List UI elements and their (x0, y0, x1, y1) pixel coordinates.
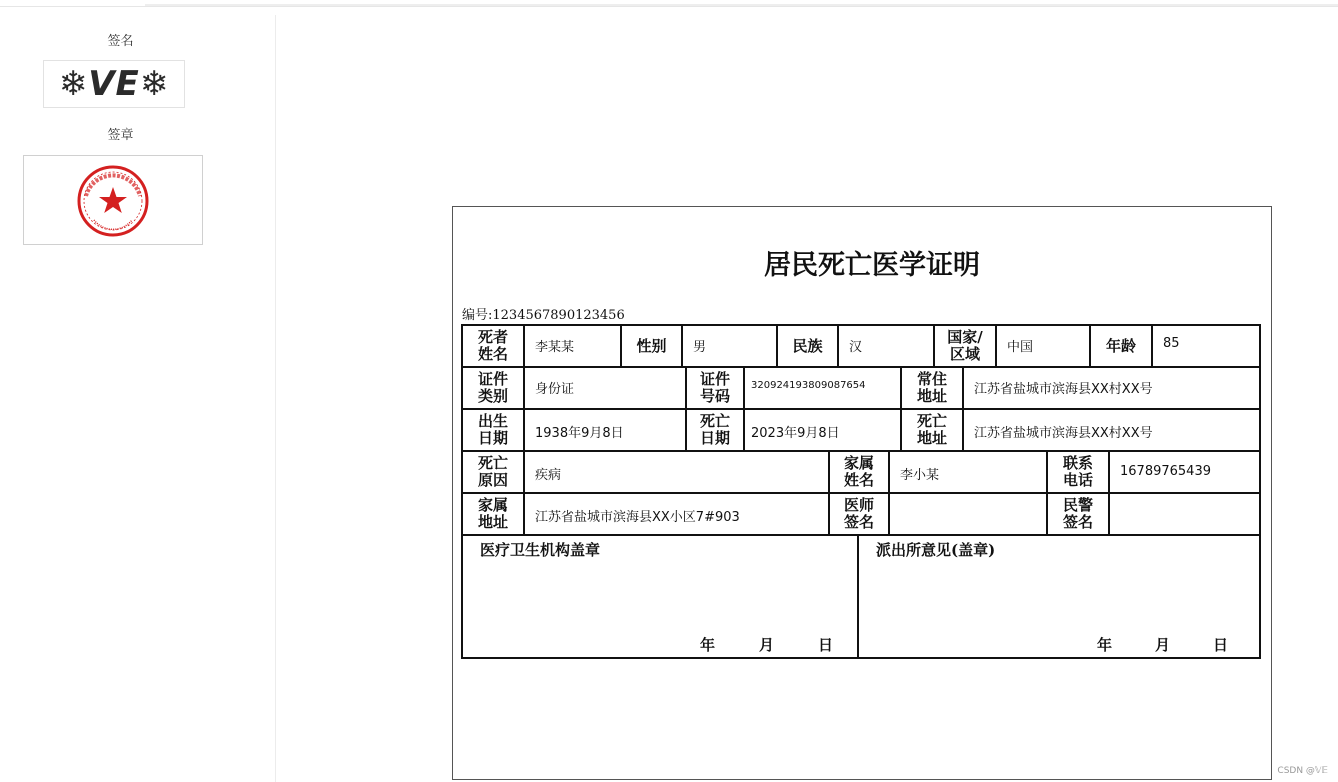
medical-institution-stamp-area[interactable] (463, 536, 857, 657)
phone-field[interactable]: 16789765439 (1108, 452, 1259, 492)
deceased-name-field[interactable]: 李某某 (523, 326, 620, 366)
id-type-field[interactable]: 身份证 (523, 368, 685, 408)
seal-image (24, 156, 202, 244)
form-row-1 (463, 326, 1259, 368)
police-day-label: 日 (1213, 636, 1229, 654)
birth-date-label: 出生 日期 (477, 412, 508, 447)
form-row-4 (463, 452, 1259, 494)
country-label: 国家/ 区域 (933, 326, 995, 366)
serial-number: 编号:1234567890123456 (462, 308, 625, 323)
form-row-3 (463, 410, 1259, 452)
id-number-label: 证件 号码 (685, 368, 743, 408)
id-type-label: 证件 类别 (477, 370, 508, 405)
medical-stamp-title: 医疗卫生机构盖章 (480, 541, 601, 559)
residence-field[interactable]: 江苏省盐城市滨海县XX村XX号 (962, 368, 1259, 408)
country-field[interactable]: 中国 (995, 326, 1089, 366)
stamp-section (463, 536, 1259, 657)
form-row-5 (463, 494, 1259, 536)
age-field[interactable]: 85 (1151, 326, 1259, 366)
certificate-form (461, 324, 1261, 659)
sex-label: 性别 (620, 326, 681, 366)
signature-image: ❄VE❄ (58, 64, 170, 104)
seal-label: 签章 (107, 128, 134, 143)
cause-field[interactable]: 疾病 (523, 452, 828, 492)
birth-date-field[interactable]: 1938年9月8日 (523, 410, 685, 450)
signature-item[interactable] (43, 60, 185, 108)
death-place-field[interactable]: 江苏省盐城市滨海县XX村XX号 (962, 410, 1259, 450)
death-date-label: 死亡 日期 (685, 410, 743, 450)
ethnicity-label: 民族 (776, 326, 837, 366)
police-year-label: 年 (1097, 636, 1113, 654)
sidebar (0, 15, 276, 782)
residence-label: 常住 地址 (900, 368, 962, 408)
phone-label: 联系 电话 (1046, 452, 1108, 492)
ethnicity-field[interactable]: 汉 (837, 326, 933, 366)
seal-item[interactable] (23, 155, 203, 245)
family-name-field[interactable]: 李小某 (888, 452, 1046, 492)
signature-label: 签名 (107, 34, 134, 49)
top-bar (0, 0, 1338, 7)
watermark: CSDN @𝕍𝔼 (1277, 766, 1328, 776)
cause-label: 死亡 原因 (477, 454, 508, 489)
police-signature-field[interactable] (1108, 494, 1259, 534)
medical-year-label: 年 (700, 636, 716, 654)
police-opinion-title: 派出所意见(盖章) (876, 541, 996, 559)
family-address-field[interactable]: 江苏省盐城市滨海县XX小区7#903 (523, 494, 828, 534)
id-number-field[interactable]: 320924193809087654 (743, 368, 900, 408)
certificate-title: 居民死亡医学证明 (764, 250, 980, 281)
sex-field[interactable]: 男 (681, 326, 776, 366)
family-address-label: 家属 地址 (477, 496, 508, 531)
police-month-label: 月 (1155, 636, 1171, 654)
age-label: 年龄 (1089, 326, 1151, 366)
family-name-label: 家属 姓名 (828, 452, 888, 492)
death-date-field[interactable]: 2023年9月8日 (743, 410, 900, 450)
police-opinion-stamp-area[interactable] (857, 536, 1259, 657)
doctor-signature-label: 医师 签名 (828, 494, 888, 534)
form-row-2 (463, 368, 1259, 410)
top-bar-line (145, 4, 1338, 6)
doctor-signature-field[interactable] (888, 494, 1046, 534)
death-place-label: 死亡 地址 (900, 410, 962, 450)
medical-month-label: 月 (759, 636, 775, 654)
police-signature-label: 民警 签名 (1046, 494, 1108, 534)
medical-day-label: 日 (818, 636, 834, 654)
death-certificate (452, 206, 1272, 780)
name-label: 死者 姓名 (477, 328, 508, 363)
